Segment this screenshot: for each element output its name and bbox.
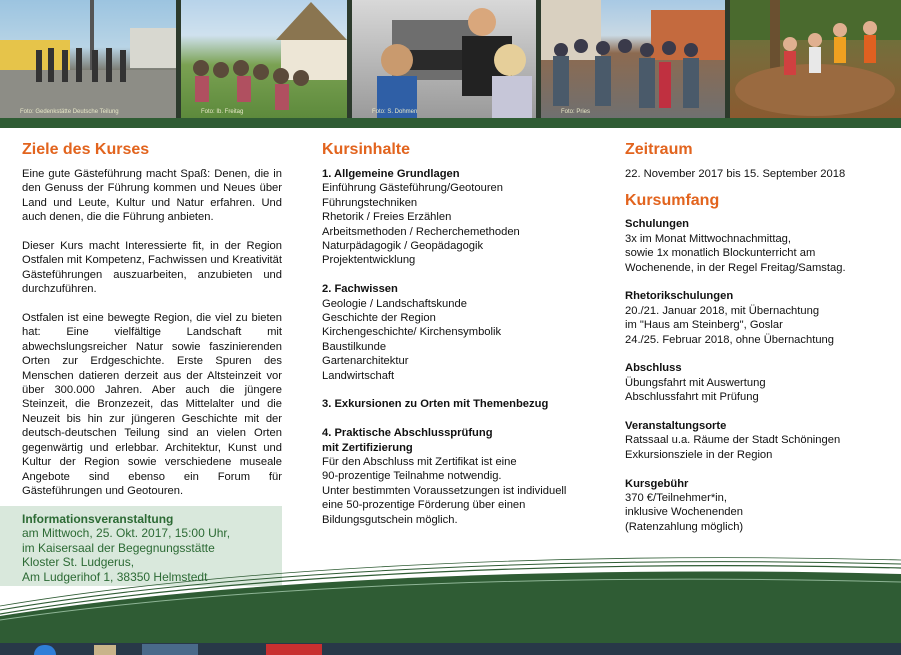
photo-workshop-art (352, 0, 536, 118)
section-title: 2. Fachwissen (322, 283, 398, 296)
block-title: Kursgebühr (625, 477, 689, 490)
block-line: Ratssaal u.a. Räume der Stadt Schöningen (625, 434, 841, 447)
list-item: Geschichte der Region (322, 312, 436, 325)
zeitraum-text: 22. November 2017 bis 15. September 2018 (625, 168, 846, 180)
block-title: Abschluss (625, 362, 682, 375)
column-kursinhalte (322, 140, 594, 527)
photo-town-tour-art (541, 0, 725, 118)
list-item: Führungstechniken (322, 196, 418, 209)
list-item: 90-prozentige Teilnahme notwendig. (322, 470, 502, 483)
block-line: Exkursionsziele in der Region (625, 448, 773, 461)
block-line: Übungsfahrt mit Auswertung (625, 376, 766, 389)
photo-caption: Foto: Ib. Freitag (201, 109, 244, 115)
block-title: Rhetorikschulungen (625, 290, 734, 303)
list-item: Gartenarchitektur (322, 355, 409, 368)
kursumfang-body (625, 217, 885, 534)
section-title: 1. Allgemeine Grundlagen (322, 168, 460, 180)
block-line: 3x im Monat Mittwochnachmittag, (625, 232, 792, 245)
column-zeitraum (625, 140, 885, 534)
block-line: inklusive Wochenenden (625, 506, 743, 519)
list-item: eine 50-prozentige Förderung über einen (322, 499, 526, 512)
block-line: sowie 1x monatlich Blockunterricht am (625, 247, 816, 260)
info-line: Am Ludgerihof 1, 38350 Helmstedt (22, 569, 208, 584)
list-item: Bildungsgutschein möglich. (322, 513, 458, 526)
block-line: Abschlussfahrt mit Prüfung (625, 391, 759, 404)
list-item: Naturpädagogik / Geopädagogik (322, 240, 484, 253)
heading-kursinhalte: Kursinhalte (322, 141, 411, 158)
photo-nature-art (730, 0, 901, 118)
photo-nature-children (730, 0, 901, 118)
block-line: 24./25. Februar 2018, ohne Übernachtung (625, 333, 834, 346)
info-title: Informationsveranstaltung (22, 512, 174, 526)
taskbar-app-icon[interactable] (266, 644, 322, 655)
block-title: Veranstaltungsorte (625, 420, 727, 433)
list-item: Geologie / Landschaftskunde (322, 297, 467, 310)
list-item: Für den Abschluss mit Zertifikat ist eine (322, 456, 517, 469)
photo-farmhouse-art (181, 0, 347, 118)
photo-caption: Foto: Pries (561, 109, 591, 115)
list-item: Landwirtschaft (322, 369, 395, 382)
photo-farmhouse-group (181, 0, 347, 118)
list-item: Rhetorik / Freies Erzählen (322, 211, 452, 224)
header-green-bar (0, 118, 901, 128)
column-ziele (22, 140, 282, 498)
start-orb-icon[interactable] (34, 645, 56, 655)
photo-caption: Foto: Gedenkstätte Deutsche Teilung (20, 109, 119, 115)
info-line: Kloster St. Ludgerus, (22, 555, 135, 570)
list-item: Kirchengeschichte/ Kirchensymbolik (322, 326, 502, 339)
photo-border-memorial (0, 0, 176, 118)
kursinhalte-body (322, 167, 594, 527)
list-item: Arbeitsmethoden / Recherchemethoden (322, 225, 520, 238)
list-item: Projektentwicklung (322, 254, 416, 267)
taskbar-app-icon[interactable] (94, 645, 116, 655)
section-title: 3. Exkursionen zu Orten mit Themenbezug (322, 398, 549, 411)
block-line: im "Haus am Steinberg", Goslar (625, 319, 783, 332)
taskbar-app-icon[interactable] (142, 644, 198, 655)
ziele-body (22, 167, 282, 498)
heading-kursumfang: Kursumfang (625, 192, 720, 210)
ziele-paragraph-2: Dieser Kurs macht Interessierte fit, in der Region Ostfalen mit Kompetenz, Fachwissen und Kreativität Gästeführungen auszuarbeiten, anzubieten und durchzuführen. (22, 240, 282, 296)
photo-caption: Foto: S. Dohmen (372, 109, 418, 115)
block-title: Schulungen (625, 218, 690, 231)
photo-strip (0, 0, 901, 118)
section-title: 4. Praktische Abschlussprüfung (322, 427, 493, 440)
section-title: mit Zertifizierung (322, 441, 413, 454)
block-line: Wochenende, in der Regel Freitag/Samstag. (625, 261, 846, 274)
bottom-swoosh (0, 556, 901, 643)
photo-town-tour (541, 0, 725, 118)
list-item: Baustilkunde (322, 340, 387, 353)
ziele-paragraph-3: Ostfalen ist eine bewegte Region, die viel zu bieten hat: Eine vielfältige Landschaft mit abwechslungsreicher Natur sowie faszinierenden Orten zur Erdgeschichte. Erste Spuren des Menschen datieren derzeit aus der Altsteinzeit vor über 300.000 Jahren. Aber auch die jüngere Steinzeit, die Bronzezeit, das Mittelalter und die Neuzeit bis hin zur jüngeren Geschichte mit der deutsch-deutschen Teilung sind an vielen Orten gegenwärtig und erlebbar. Architektur, Kunst und Kultur der Region sowie verschiedene museale Angebote sind ebenso ein Forum für Gästeführungen und Geotouren. (22, 312, 282, 497)
list-item: Unter bestimmten Voraussetzungen ist individuell (322, 484, 567, 497)
photo-border-memorial-art (0, 0, 176, 118)
heading-zeitraum: Zeitraum (625, 141, 693, 158)
taskbar (0, 643, 901, 655)
info-line: im Kaisersaal der Begegnungsstätte (22, 540, 215, 555)
photo-workshop-kids (352, 0, 536, 118)
block-line: (Ratenzahlung möglich) (625, 520, 744, 533)
info-line: am Mittwoch, 25. Okt. 2017, 15:00 Uhr, (22, 526, 231, 541)
list-item: Einführung Gästeführung/Geotouren (322, 182, 503, 195)
block-line: 20./21. Januar 2018, mit Übernachtung (625, 304, 820, 317)
ziele-paragraph-1: Eine gute Gästeführung macht Spaß: Denen, die in den Genuss der Führung kommen und Neues über Land und Leute, Kultur und Natur erfahren. Und auch denen, die die Führung anbieten. (22, 168, 282, 224)
block-line: 370 €/Teilnehmer*in, (625, 492, 727, 505)
heading-ziele: Ziele des Kurses (22, 141, 150, 158)
